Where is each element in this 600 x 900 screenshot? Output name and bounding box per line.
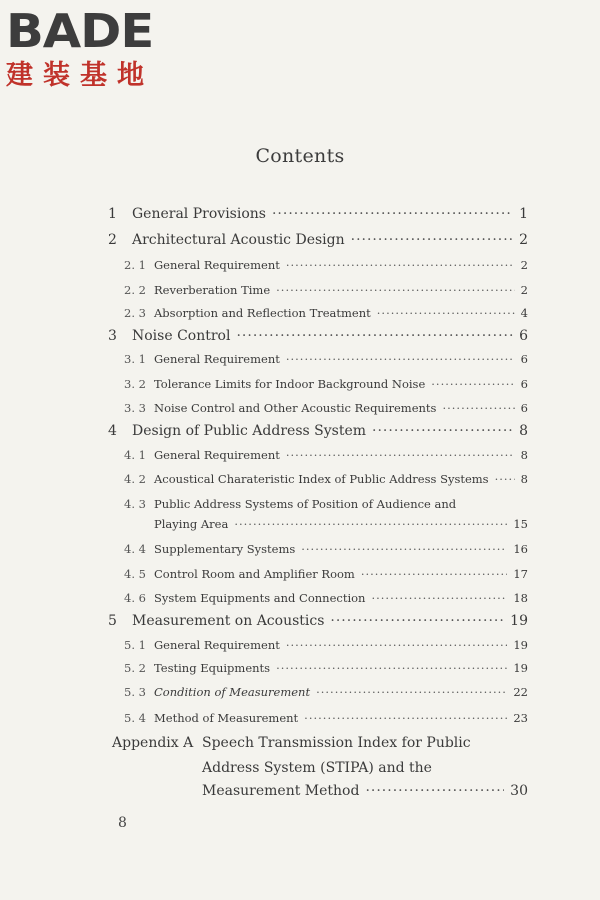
toc-entry-label: Testing Equipments	[154, 661, 271, 675]
toc-entry-label: General Requirement	[154, 352, 280, 366]
toc-subentry[interactable]	[124, 306, 528, 328]
toc-entry-label: General Requirement	[154, 638, 280, 652]
toc-entry-number: 3. 2	[124, 377, 146, 391]
toc-entry-number: 4. 5	[124, 567, 146, 581]
toc-entry-number: 3	[108, 328, 117, 344]
toc-entry-label: General Requirement	[154, 448, 280, 462]
toc-entry-label: Acoustical Charateristic Index of Public Address Systems	[154, 472, 489, 486]
toc-entry-label: General Requirement	[154, 258, 280, 272]
toc-entry[interactable]	[108, 232, 528, 254]
toc-entry[interactable]	[108, 613, 528, 635]
toc-leader-dots	[365, 783, 504, 799]
toc-entry-page: 6	[520, 377, 528, 391]
toc-entry-page: 2	[520, 283, 528, 297]
toc-leader-dots	[495, 472, 515, 486]
toc-entry-number: 4. 1	[124, 448, 146, 462]
appendix-title-line2: Address System (STIPA) and the	[202, 760, 432, 776]
toc-subentry[interactable]	[124, 377, 528, 399]
toc-leader-dots	[361, 567, 508, 581]
appendix-entry[interactable]	[202, 783, 528, 805]
toc-leader-dots	[442, 401, 514, 415]
toc-leader-dots	[286, 638, 508, 652]
toc-subentry[interactable]	[154, 517, 528, 539]
toc-entry-label: General Provisions	[132, 206, 266, 222]
toc-entry-page: 8	[520, 472, 528, 486]
toc-leader-dots	[276, 283, 515, 297]
toc-entry-number: 5. 1	[124, 638, 146, 652]
toc-leader-dots	[431, 377, 514, 391]
toc-entry-number: 1	[108, 206, 117, 222]
toc-entry-page: 8	[519, 423, 528, 439]
toc-leader-dots	[304, 711, 507, 725]
toc-entry-page: 23	[513, 711, 528, 725]
toc-subentry[interactable]	[124, 567, 528, 589]
toc-entry-label: Noise Control	[132, 328, 231, 344]
toc-leader-dots	[377, 306, 515, 320]
toc-subentry-first-line[interactable]	[124, 497, 456, 511]
toc-entry-page: 2	[520, 258, 528, 272]
toc-subentry[interactable]	[124, 638, 528, 660]
toc-entry-page: 15	[513, 517, 528, 531]
toc-entry-number: 4	[108, 423, 117, 439]
logo-subtitle: 建装基地	[6, 60, 154, 91]
toc-entry-page: 8	[520, 448, 528, 462]
toc-subentry[interactable]	[124, 283, 528, 305]
toc-entry-number: 4. 6	[124, 591, 146, 605]
page-title: Contents	[255, 145, 345, 167]
toc-entry-number: 4. 4	[124, 542, 146, 556]
toc-entry[interactable]	[108, 328, 528, 350]
appendix-entry-first-line[interactable]	[112, 735, 471, 751]
toc-entry-label: Method of Measurement	[154, 711, 299, 725]
toc-subentry[interactable]	[124, 685, 528, 707]
toc-subentry[interactable]	[124, 591, 528, 613]
toc-entry-label: Control Room and Amplifier Room	[154, 567, 355, 581]
toc-leader-dots	[272, 206, 513, 222]
toc-entry-page: 4	[520, 306, 528, 320]
appendix-title-line1: Speech Transmission Index for Public	[202, 735, 471, 751]
toc-entry-page: 22	[513, 685, 528, 699]
toc-leader-dots	[286, 258, 515, 272]
toc-entry-number: 3. 3	[124, 401, 146, 415]
toc-entry-number: 5. 3	[124, 685, 146, 699]
toc-entry-label: Condition of Measurement	[154, 685, 311, 699]
toc-leader-dots	[371, 591, 507, 605]
toc-entry-label: Supplementary Systems	[154, 542, 296, 556]
toc-subentry[interactable]	[124, 352, 528, 374]
toc-entry-number: 2. 3	[124, 306, 146, 320]
toc-leader-dots	[276, 661, 507, 675]
toc-leader-dots	[372, 423, 513, 439]
toc-entry-number: 5. 2	[124, 661, 146, 675]
page-number: 8	[118, 815, 127, 831]
toc-entry-page: 30	[510, 783, 528, 799]
toc-entry-page: 18	[513, 591, 528, 605]
toc-subentry[interactable]	[124, 661, 528, 683]
toc-entry[interactable]	[108, 423, 528, 445]
toc-leader-dots	[330, 613, 504, 629]
toc-entry-label: Tolerance Limits for Indoor Background Noise	[154, 377, 426, 391]
toc-entry-number: 3. 1	[124, 352, 146, 366]
toc-entry-label: System Equipments and Connection	[154, 591, 366, 605]
toc-leader-dots	[351, 232, 513, 248]
toc-leader-dots	[316, 685, 507, 699]
toc-subentry[interactable]	[124, 258, 528, 280]
toc-leader-dots	[301, 542, 507, 556]
toc-entry-page: 19	[513, 661, 528, 675]
appendix-title-line3: Measurement Method	[202, 783, 360, 799]
toc-entry-page: 6	[519, 328, 528, 344]
toc-entry-page: 19	[513, 638, 528, 652]
toc-leader-dots	[286, 448, 515, 462]
toc-entry-page: 17	[513, 567, 528, 581]
toc-entry-number: 2	[108, 232, 117, 248]
toc-entry-label: Noise Control and Other Acoustic Requirements	[154, 401, 437, 415]
toc-subentry[interactable]	[124, 711, 528, 733]
toc-entry-label: Absorption and Reflection Treatment	[154, 306, 371, 320]
toc-entry-label: Measurement on Acoustics	[132, 613, 325, 629]
toc-entry-page: 1	[519, 206, 528, 222]
toc-entry-page: 16	[513, 542, 528, 556]
toc-entry[interactable]	[108, 206, 528, 228]
toc-entry-number: 2. 2	[124, 283, 146, 297]
logo-wordmark: BADE	[6, 4, 154, 58]
toc-entry-label-continued: Playing Area	[154, 517, 229, 531]
toc-entry-label: Reverberation Time	[154, 283, 271, 297]
toc-entry-number: 4. 3	[124, 497, 146, 511]
toc-leader-dots	[234, 517, 507, 531]
toc-entry-label: Architectural Acoustic Design	[132, 232, 345, 248]
toc-entry-number: 4. 2	[124, 472, 146, 486]
toc-subentry[interactable]	[124, 542, 528, 564]
toc-entry-label: Public Address Systems of Position of Audience and	[154, 497, 457, 511]
toc-entry-page: 6	[520, 401, 528, 415]
toc-entry-page: 6	[520, 352, 528, 366]
toc-entry-page: 19	[510, 613, 528, 629]
toc-entry-number: 5	[108, 613, 117, 629]
toc-subentry[interactable]	[124, 401, 528, 423]
toc-subentry[interactable]	[124, 448, 528, 470]
toc-entry-page: 2	[519, 232, 528, 248]
toc-subentry[interactable]	[124, 472, 528, 494]
toc-leader-dots	[286, 352, 515, 366]
toc-entry-number: 5. 4	[124, 711, 146, 725]
toc-entry-label: Design of Public Address System	[132, 423, 367, 439]
toc-leader-dots	[236, 328, 513, 344]
appendix-prefix: Appendix A	[112, 735, 194, 751]
toc-entry-number: 2. 1	[124, 258, 146, 272]
